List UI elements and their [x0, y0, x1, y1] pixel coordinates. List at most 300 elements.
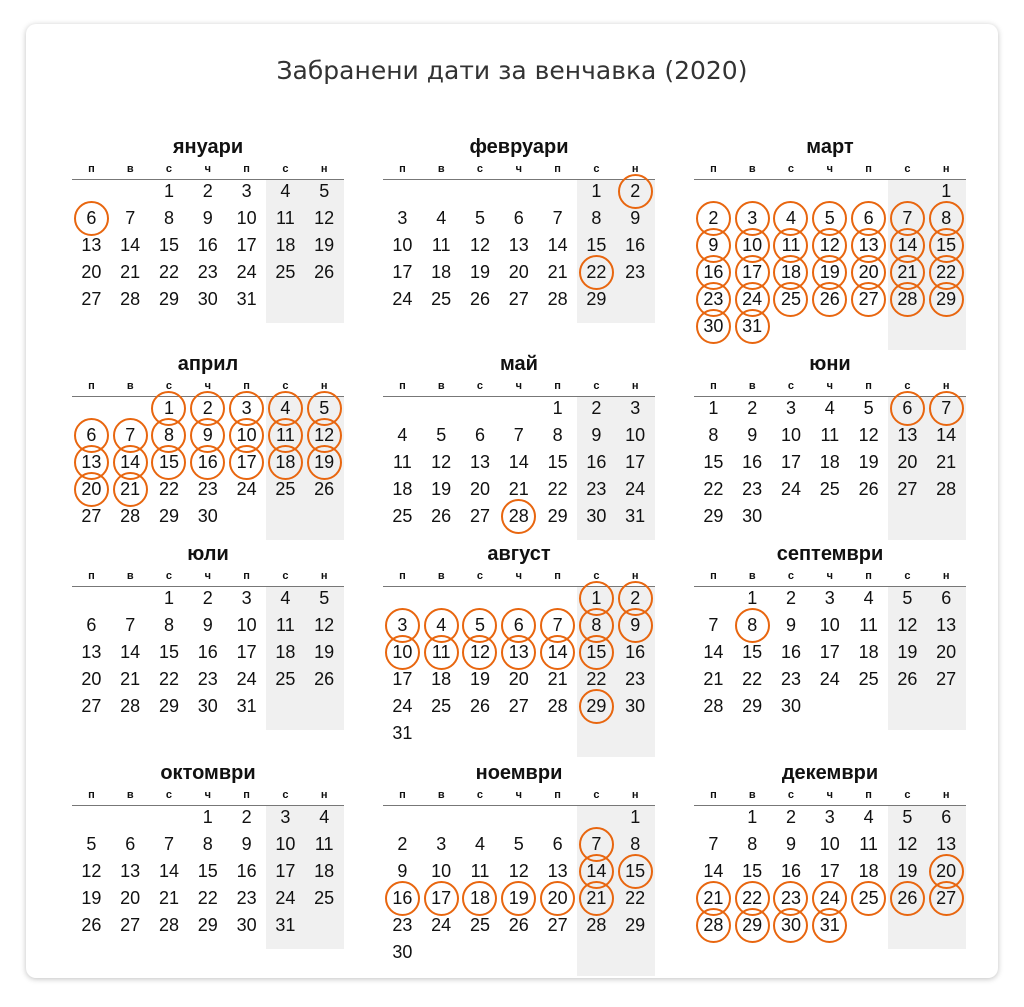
- forbidden-date: 30: [694, 313, 733, 340]
- forbidden-date: 19: [499, 885, 538, 912]
- weekday-label: н: [631, 380, 639, 392]
- calendar-day: 12: [314, 615, 335, 635]
- calendar-day: 21: [703, 669, 724, 689]
- weekday-label: с: [593, 380, 600, 392]
- weekday-label: ч: [515, 789, 522, 801]
- calendar-day: 13: [508, 235, 529, 255]
- weekday-label: в: [748, 570, 756, 582]
- calendar-day: 26: [469, 696, 490, 716]
- calendar-day: 11: [859, 834, 878, 854]
- calendar-day: 26: [508, 915, 529, 935]
- calendar-day: 15: [742, 642, 763, 662]
- forbidden-date: 14: [538, 639, 577, 666]
- weekday-label: с: [476, 789, 484, 801]
- calendar-day: 18: [275, 235, 296, 255]
- calendar-day: 24: [392, 289, 413, 309]
- forbidden-date: 6: [849, 205, 888, 232]
- calendar-day: 26: [469, 289, 490, 309]
- calendar-day: 23: [780, 669, 801, 689]
- forbidden-date: 8: [733, 612, 772, 639]
- forbidden-date: 4: [422, 612, 461, 639]
- weekday-label: п: [399, 380, 406, 392]
- calendar-day: 18: [858, 642, 879, 662]
- calendar-day: 9: [785, 834, 796, 854]
- calendar-day: 19: [469, 669, 490, 689]
- calendar-day: 17: [392, 262, 413, 282]
- calendar-day: 13: [120, 861, 141, 881]
- forbidden-date: 27: [927, 885, 966, 912]
- calendar-day: 24: [625, 479, 646, 499]
- weekday-label: в: [748, 380, 756, 392]
- forbidden-date: 2: [616, 178, 655, 205]
- calendar-day: 12: [508, 861, 529, 881]
- calendar-day: 29: [586, 289, 607, 309]
- forbidden-date: 31: [810, 912, 849, 939]
- weekday-label: с: [165, 570, 173, 582]
- forbidden-date: 24: [810, 885, 849, 912]
- calendar-day: 12: [469, 235, 490, 255]
- calendar-day: 16: [197, 235, 218, 255]
- calendar-day: 6: [552, 834, 563, 854]
- calendar-day: 26: [314, 262, 335, 282]
- weekday-label: п: [865, 380, 872, 392]
- calendar-day: 16: [197, 642, 218, 662]
- weekday-label: ч: [826, 789, 833, 801]
- weekday-label: п: [554, 570, 561, 582]
- weekday-label: с: [787, 789, 795, 801]
- calendar-day: 3: [436, 834, 447, 854]
- calendar-day: 18: [858, 861, 879, 881]
- calendar-day: 24: [275, 888, 296, 908]
- weekday-label: п: [243, 789, 250, 801]
- forbidden-date: 6: [499, 612, 538, 639]
- weekday-label: п: [710, 163, 717, 175]
- calendar-day: 7: [125, 615, 136, 635]
- calendar-day: 2: [591, 398, 602, 418]
- calendar-day: 10: [236, 615, 257, 635]
- calendar-day: 1: [202, 807, 213, 827]
- calendar-day: 2: [785, 588, 796, 608]
- calendar-day: 28: [936, 479, 957, 499]
- calendar-day: 29: [742, 696, 763, 716]
- weekday-label: п: [243, 570, 250, 582]
- calendar-day: 30: [625, 696, 646, 716]
- forbidden-date: 15: [150, 449, 189, 476]
- weekday-label: п: [710, 570, 717, 582]
- calendar-day: 25: [431, 696, 452, 716]
- weekday-label: с: [904, 380, 911, 392]
- calendar-day: 13: [469, 452, 490, 472]
- calendar-day: 18: [819, 452, 840, 472]
- weekday-label: с: [787, 570, 795, 582]
- calendar-day: 22: [158, 669, 179, 689]
- calendar-day: 2: [202, 181, 213, 201]
- calendar-day: 19: [897, 861, 918, 881]
- calendar-day: 28: [703, 696, 724, 716]
- calendar-day: 20: [120, 888, 141, 908]
- calendar-day: 3: [630, 398, 641, 418]
- calendar-day: 1: [163, 588, 174, 608]
- calendar-day: 16: [780, 861, 801, 881]
- weekday-label: н: [942, 789, 950, 801]
- calendar-day: 15: [158, 235, 179, 255]
- calendar-day: 10: [819, 834, 840, 854]
- month-name: декември: [781, 762, 879, 784]
- calendar-day: 30: [586, 506, 607, 526]
- weekday-label: в: [437, 380, 445, 392]
- calendar-day: 30: [392, 942, 413, 962]
- forbidden-date: 29: [733, 912, 772, 939]
- forbidden-date: 10: [227, 422, 266, 449]
- calendar-day: 25: [431, 289, 452, 309]
- forbidden-date: 20: [72, 476, 111, 503]
- forbidden-date: 12: [461, 639, 500, 666]
- month-name: април: [177, 353, 239, 375]
- calendar-day: 10: [275, 834, 296, 854]
- calendar-day: 14: [703, 642, 724, 662]
- calendar-day: 24: [236, 479, 257, 499]
- weekday-label: с: [904, 163, 911, 175]
- calendar-day: 19: [897, 642, 918, 662]
- weekday-label: с: [593, 163, 600, 175]
- calendar-day: 26: [314, 669, 335, 689]
- calendar-day: 23: [625, 262, 646, 282]
- weekday-label: с: [476, 380, 484, 392]
- calendar-day: 13: [81, 642, 102, 662]
- calendar-day: 4: [474, 834, 485, 854]
- calendar-day: 1: [163, 181, 174, 201]
- calendar-day: 17: [392, 669, 413, 689]
- calendar-day: 26: [81, 915, 102, 935]
- weekday-label: с: [476, 163, 484, 175]
- forbidden-date: 3: [227, 395, 266, 422]
- calendar-day: 11: [393, 452, 412, 472]
- calendar-day: 23: [625, 669, 646, 689]
- calendar-day: 10: [780, 425, 801, 445]
- weekday-label: п: [88, 789, 95, 801]
- calendar-day: 14: [120, 235, 141, 255]
- forbidden-date: 23: [772, 885, 811, 912]
- calendar-day: 15: [742, 861, 763, 881]
- calendar-day: 3: [241, 181, 252, 201]
- forbidden-date: 20: [927, 858, 966, 885]
- weekday-label: п: [243, 163, 250, 175]
- calendar-day: 6: [941, 807, 952, 827]
- calendar-day: 12: [897, 615, 918, 635]
- calendar-day: 29: [158, 696, 179, 716]
- weekday-label: н: [320, 789, 328, 801]
- calendar-day: 18: [392, 479, 413, 499]
- calendar-day: 20: [81, 669, 102, 689]
- calendar-day: 2: [241, 807, 252, 827]
- weekday-label: н: [320, 570, 328, 582]
- forbidden-date: 30: [772, 912, 811, 939]
- forbidden-date: 2: [188, 395, 227, 422]
- calendar-day: 24: [392, 696, 413, 716]
- forbidden-date: 10: [733, 232, 772, 259]
- forbidden-date: 21: [577, 885, 616, 912]
- forbidden-date: 20: [538, 885, 577, 912]
- calendar-day: 29: [625, 915, 646, 935]
- calendar-day: 25: [275, 669, 296, 689]
- forbidden-date: 11: [266, 422, 305, 449]
- calendar-day: 19: [858, 452, 879, 472]
- calendar-day: 20: [508, 262, 529, 282]
- calendar-day: 26: [858, 479, 879, 499]
- calendar-day: 5: [319, 588, 330, 608]
- calendar-day: 9: [785, 615, 796, 635]
- calendar-day: 14: [120, 642, 141, 662]
- calendar-day: 11: [276, 208, 295, 228]
- calendar-day: 13: [897, 425, 918, 445]
- month-name: май: [500, 353, 538, 375]
- calendar-day: 15: [158, 642, 179, 662]
- calendar-day: 23: [197, 479, 218, 499]
- calendar-day: 21: [158, 888, 179, 908]
- calendar-day: 12: [81, 861, 102, 881]
- calendar-day: 31: [236, 289, 257, 309]
- weekday-label: в: [437, 163, 445, 175]
- forbidden-date: 9: [616, 612, 655, 639]
- calendar-day: 30: [197, 506, 218, 526]
- forbidden-date: 16: [383, 885, 422, 912]
- header-divider: [383, 805, 655, 806]
- calendar-day: 29: [158, 289, 179, 309]
- calendar-day: 4: [280, 181, 291, 201]
- forbidden-date: 28: [888, 286, 927, 313]
- calendar-day: 8: [747, 834, 758, 854]
- calendar-day: 3: [241, 588, 252, 608]
- calendar-day: 9: [747, 425, 758, 445]
- calendar-day: 21: [936, 452, 957, 472]
- forbidden-date: 23: [694, 286, 733, 313]
- weekday-label: с: [904, 789, 911, 801]
- calendar-day: 2: [202, 588, 213, 608]
- calendar-day: 28: [547, 289, 568, 309]
- weekday-label: в: [748, 163, 756, 175]
- calendar-day: 8: [163, 208, 174, 228]
- calendar-day: 11: [276, 615, 295, 635]
- forbidden-date: 6: [72, 205, 111, 232]
- calendar-day: 29: [158, 506, 179, 526]
- calendar-day: 8: [708, 425, 719, 445]
- calendar-day: 22: [625, 888, 646, 908]
- weekday-label: ч: [515, 163, 522, 175]
- page-title: Забранени дати за венчавка (2020): [276, 56, 748, 85]
- calendar-day: 24: [431, 915, 452, 935]
- calendar-day: 16: [742, 452, 763, 472]
- weekday-label: в: [437, 570, 445, 582]
- calendar-day: 3: [397, 208, 408, 228]
- calendar-day: 26: [431, 506, 452, 526]
- calendar-day: 17: [819, 861, 840, 881]
- calendar-day: 29: [547, 506, 568, 526]
- calendar-day: 9: [630, 208, 641, 228]
- calendar-day: 20: [897, 452, 918, 472]
- calendar-day: 24: [780, 479, 801, 499]
- forbidden-date: 28: [499, 503, 538, 530]
- calendar-day: 27: [81, 696, 102, 716]
- weekday-label: ч: [826, 570, 833, 582]
- weekday-label: ч: [204, 163, 211, 175]
- forbidden-date: 7: [888, 205, 927, 232]
- calendar-day: 3: [824, 588, 835, 608]
- weekday-label: с: [593, 789, 600, 801]
- calendar-day: 14: [703, 861, 724, 881]
- weekday-label: н: [942, 163, 950, 175]
- calendar-day: 11: [314, 834, 334, 854]
- forbidden-date: 31: [733, 313, 772, 340]
- calendar-day: 5: [863, 398, 874, 418]
- calendar-day: 23: [742, 479, 763, 499]
- calendar-day: 1: [552, 398, 563, 418]
- forbidden-date: 17: [422, 885, 461, 912]
- calendar-day: 19: [314, 642, 335, 662]
- month-name: септември: [776, 543, 884, 565]
- calendar-day: 22: [742, 669, 763, 689]
- calendar-day: 23: [197, 669, 218, 689]
- forbidden-date: 13: [499, 639, 538, 666]
- forbidden-date: 18: [772, 259, 811, 286]
- calendar-day: 14: [508, 452, 529, 472]
- weekday-label: п: [554, 163, 561, 175]
- calendar-day: 20: [81, 262, 102, 282]
- calendar-day: 8: [591, 208, 602, 228]
- weekday-label: с: [282, 789, 289, 801]
- calendar-day: 29: [703, 506, 724, 526]
- month-name: януари: [172, 136, 244, 158]
- calendar-day: 15: [547, 452, 568, 472]
- calendar-day: 18: [275, 642, 296, 662]
- calendar-day: 27: [120, 915, 141, 935]
- calendar-day: 8: [552, 425, 563, 445]
- calendar-day: 13: [936, 615, 957, 635]
- forbidden-date: 7: [111, 422, 150, 449]
- weekday-label: ч: [515, 570, 522, 582]
- calendar-day: 10: [625, 425, 646, 445]
- calendar-day: 4: [397, 425, 408, 445]
- month-name: ноември: [475, 762, 563, 784]
- calendar-day: 1: [941, 181, 952, 201]
- calendar-day: 5: [86, 834, 97, 854]
- calendar-day: 22: [158, 479, 179, 499]
- weekday-label: с: [282, 163, 289, 175]
- weekday-label: ч: [515, 380, 522, 392]
- calendar-day: 23: [586, 479, 607, 499]
- calendar-day: 9: [241, 834, 252, 854]
- calendar-day: 31: [392, 723, 413, 743]
- calendar-day: 6: [941, 588, 952, 608]
- forbidden-date: 20: [849, 259, 888, 286]
- weekday-label: в: [126, 570, 134, 582]
- calendar-day: 16: [625, 235, 646, 255]
- calendar-day: 5: [902, 807, 913, 827]
- calendar-day: 30: [197, 696, 218, 716]
- calendar-day: 28: [120, 696, 141, 716]
- weekday-label: с: [282, 380, 289, 392]
- calendar-day: 27: [897, 479, 918, 499]
- calendar-day: 13: [547, 861, 568, 881]
- calendar-day: 10: [236, 208, 257, 228]
- calendar-day: 28: [158, 915, 179, 935]
- calendar-day: 13: [81, 235, 102, 255]
- weekday-label: п: [399, 570, 406, 582]
- calendar-day: 2: [747, 398, 758, 418]
- calendar-day: 28: [120, 289, 141, 309]
- calendar-day: 23: [392, 915, 413, 935]
- calendar-day: 27: [81, 289, 102, 309]
- weekday-label: п: [399, 163, 406, 175]
- calendar-day: 4: [319, 807, 330, 827]
- calendar-day: 13: [936, 834, 957, 854]
- forbidden-date: 14: [888, 232, 927, 259]
- calendar-day: 25: [275, 479, 296, 499]
- calendar-day: 7: [513, 425, 524, 445]
- forbidden-date: 10: [383, 639, 422, 666]
- calendar-day: 14: [936, 425, 957, 445]
- forbidden-date: 7: [538, 612, 577, 639]
- month-name: февруари: [469, 136, 569, 158]
- calendar-day: 21: [547, 669, 568, 689]
- calendar-day: 25: [469, 915, 490, 935]
- forbidden-date: 5: [305, 395, 344, 422]
- calendar-day: 9: [397, 861, 408, 881]
- calendar-day: 17: [236, 642, 257, 662]
- calendar-day: 11: [431, 235, 451, 255]
- calendar-day: 1: [708, 398, 719, 418]
- weekday-label: ч: [204, 380, 211, 392]
- calendar-day: 6: [513, 208, 524, 228]
- calendar-day: 19: [469, 262, 490, 282]
- month-name: август: [487, 543, 551, 565]
- weekday-label: п: [865, 570, 872, 582]
- calendar-day: 21: [120, 669, 141, 689]
- weekday-label: в: [126, 789, 134, 801]
- weekday-label: с: [787, 163, 795, 175]
- calendar-day: 30: [742, 506, 763, 526]
- forbidden-date: 24: [733, 286, 772, 313]
- month-name: юли: [187, 543, 229, 565]
- calendar-day: 27: [469, 506, 490, 526]
- weekday-label: ч: [204, 789, 211, 801]
- calendar-day: 30: [780, 696, 801, 716]
- weekday-label: в: [126, 380, 134, 392]
- calendar-day: 19: [431, 479, 452, 499]
- calendar-day: 31: [236, 696, 257, 716]
- weekday-label: с: [165, 789, 173, 801]
- weekday-label: п: [710, 380, 717, 392]
- weekday-label: с: [904, 570, 911, 582]
- forbidden-date: 7: [927, 395, 966, 422]
- calendar-day: 24: [236, 262, 257, 282]
- forbidden-date: 17: [227, 449, 266, 476]
- forbidden-date: 22: [733, 885, 772, 912]
- calendar-day: 4: [824, 398, 835, 418]
- calendar-day: 6: [125, 834, 136, 854]
- calendar-day: 7: [552, 208, 563, 228]
- weekday-label: п: [243, 380, 250, 392]
- month-name: октомври: [160, 762, 256, 784]
- calendar-day: 16: [625, 642, 646, 662]
- calendar-day: 27: [547, 915, 568, 935]
- weekday-label: п: [865, 789, 872, 801]
- forbidden-date: 8: [577, 612, 616, 639]
- weekday-label: с: [593, 570, 600, 582]
- calendar-day: 29: [197, 915, 218, 935]
- forbidden-date: 29: [577, 693, 616, 720]
- forbidden-date: 21: [111, 476, 150, 503]
- calendar-day: 25: [314, 888, 335, 908]
